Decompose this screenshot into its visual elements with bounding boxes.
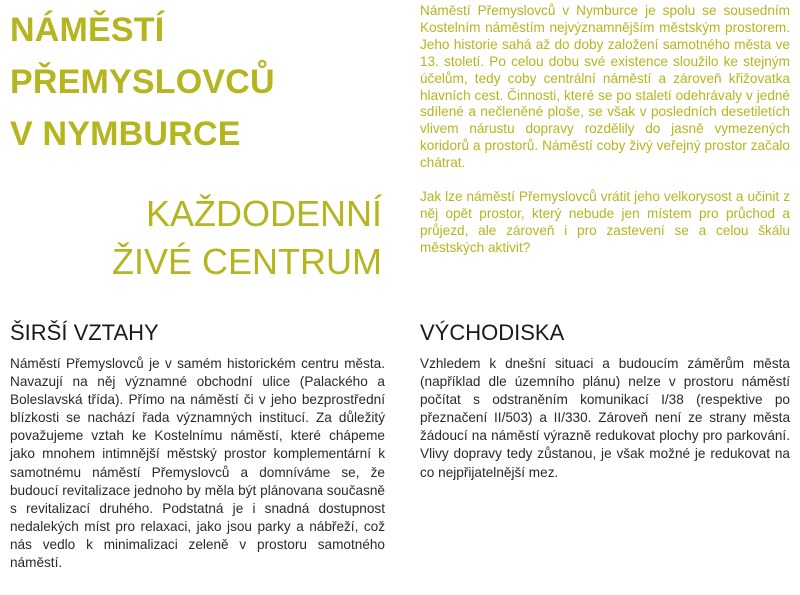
subtitle-line-1: KAŽDODENNÍ [145,193,382,234]
intro-paragraph-1: Náměstí Přemyslovců v Nymburce je spolu se sousedním Kostelním náměstím nejvýznamnějším městským prostorem. Jeho historie sahá až do doby založení samotného města ve 13. století. Po celou dobu své existence sloužilo ke stejným účelům, tedy coby centrální náměstí a zároveň křižovatka hlavních cest. Činnosti, které se po staletí odehrávaly v jedné sdílené a nečleněné ploše, se však v posledních desetiletích vlivem nárustu dopravy rozdělily do jasně vymezených koridorů a prostorů. Náměstí coby živý veřejný prostor začalo chátrat. [420,3,790,171]
section-heading-starting-points: VÝCHODISKA [420,320,565,345]
page-subtitle [112,190,382,286]
section-text-wider-relations: Náměstí Přemyslovců je v samém historickém centru města. Navazují na něj významné obchodní ulice (Palackého a Boleslavská třída). Přímo na náměstí či v jeho bezprostřední blízkosti se nachází řada významných institucí. Za důležitý považujeme vztah ke Kostelnímu náměstí, které chápeme jako mnohem intimnější městský prostor komplementární k samotnému náměstí Přemyslovců a domníváme se, že budoucí revitalizace jednoho by měla být plánovana současně s revitalizací druhého. Podstatná je i snadná dostupnost nedalekých míst pro relaxaci, jako jsou parky a nábřeží, což nás vedlo k minimalizaci zeleně v prostoru samotného náměstí. [10,356,385,571]
intro-paragraph-2: Jak lze náměstí Přemyslovců vrátit jeho velkorysost a učinit z něj opět prostor, který nebude jen místem pro průchod a průjezd, ale zároveň i pro zastevení se a celou škálu městských aktivit? [420,189,790,255]
page-title [10,4,275,160]
title-line-3: V NYMBURCE [10,115,241,153]
section-text-starting-points: Vzhledem k dnešní situaci a budoucím záměrům města (například dle územního plánu) nelze v prostoru náměstí počítat s odstraněním komunikací I/38 (respektive po přeznačení II/503) a II/330. Zároveň není ze strany města žádoucí na náměstí výrazně redukovat plochy pro parkování. Vlivy dopravy tedy zůstanou, je však možné je redukovat na co nejpřijatelnější mez. [420,356,790,480]
title-line-2: PŘEMYSLOVCŮ [10,63,275,101]
section-heading-wider-relations: ŠIRŠÍ VZTAHY [10,320,159,345]
subtitle-line-2: ŽIVÉ CENTRUM [112,241,382,282]
intro-text [420,3,790,274]
title-line-1: NÁMĚSTÍ [10,11,165,49]
